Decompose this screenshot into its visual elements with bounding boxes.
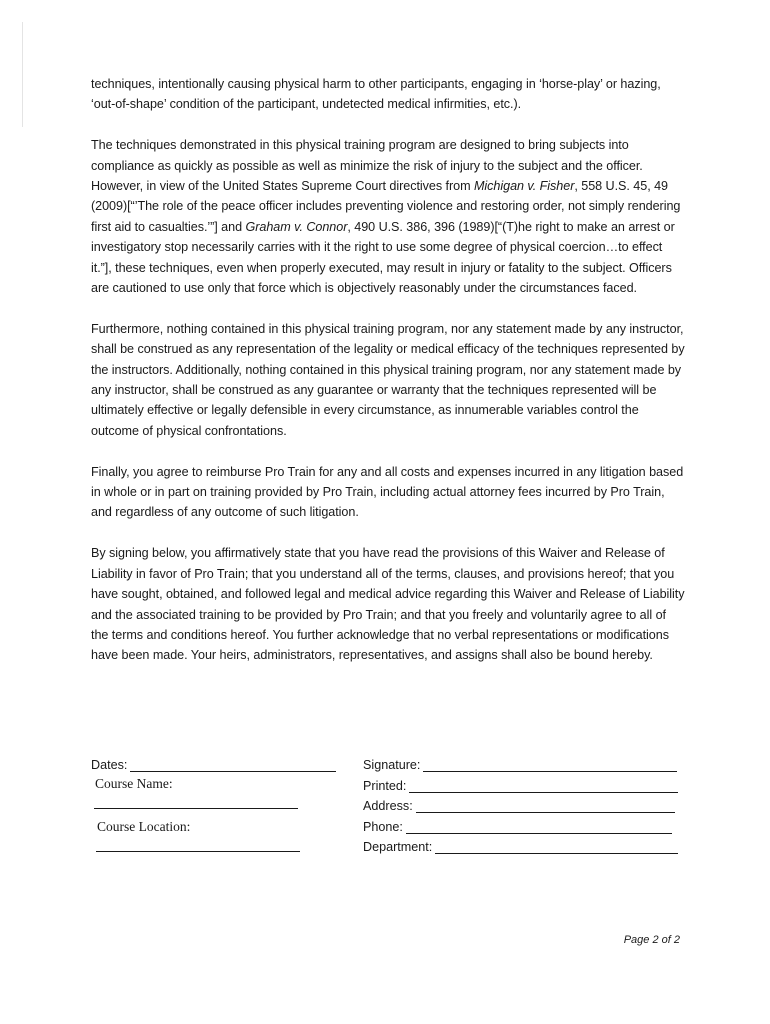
phone-label: Phone:	[363, 819, 403, 834]
document-body	[91, 74, 686, 686]
signature-row	[363, 752, 677, 772]
case-citation-michigan: Michigan v. Fisher	[473, 179, 575, 194]
paragraph-reimburse: Finally, you agree to reimburse Pro Train for any and all costs and expenses incurred in any litigation based in whole or in part on training provided by Pro Train, including actual attorney fees incurred by Pro Train, and regardless of any outcome of such litigation.	[91, 464, 684, 520]
margin-rule	[22, 22, 23, 127]
course-info-column	[91, 752, 341, 852]
printed-field[interactable]	[409, 778, 678, 793]
department-row	[363, 834, 678, 854]
paragraph-force-text-a: The techniques demonstrated in this physical training program are designed to bring subjects into compliance as quickly as possible as well as minimize the risk of injury to the subject and the officer. However, in view of the United States Supreme Court directives from	[91, 138, 643, 194]
course-location-field[interactable]	[96, 850, 300, 852]
dates-row	[91, 752, 336, 772]
paragraph-force-disclaimer	[91, 135, 686, 298]
signature-label: Signature:	[363, 758, 421, 773]
phone-row	[363, 813, 672, 833]
department-field[interactable]	[435, 839, 678, 854]
dates-label: Dates:	[91, 758, 128, 773]
address-label: Address:	[363, 799, 413, 814]
paragraph-no-warranty: Furthermore, nothing contained in this physical training program, nor any statement made by any instructor, shall be construed as any representation of the legality or medical efficacy of the techniques represented by the instructors. Additionally, nothing contained in this physical training program, nor any statement made by any instructor, shall be construed as any guarantee or warranty that the techniques represented will be ultimately effective or legally defensible in every circumstance, as innumerable variables control the outcome of physical confrontations.	[91, 321, 685, 438]
address-row	[363, 793, 675, 813]
phone-field[interactable]	[406, 819, 672, 834]
address-field[interactable]	[416, 798, 675, 813]
course-name-label: Course Name:	[95, 776, 173, 792]
signature-block	[91, 752, 686, 862]
course-name-field[interactable]	[94, 807, 298, 809]
signature-field[interactable]	[423, 757, 677, 772]
page-number: Page 2 of 2	[623, 934, 680, 946]
dates-field[interactable]	[130, 757, 336, 772]
paragraph-force-text-b: , 558 U.S. 45, 49 (2009)[“’The role of the peace officer includes preventing violence and restoring order, not simply rendering first aid to casualties.’”] and	[91, 179, 681, 234]
signer-info-column	[363, 752, 683, 854]
paragraph-risks: techniques, intentionally causing physical harm to other participants, engaging in ‘horse-play’ or hazing, ‘out-of-shape’ condition of the participant, undetected medical infirmities, etc.).	[91, 77, 661, 112]
printed-label: Printed:	[363, 778, 407, 793]
department-label: Department:	[363, 839, 433, 854]
paragraph-acknowledgement: By signing below, you affirmatively state that you have read the provisions of this Waiver and Release of Liability in favor of Pro Train; that you understand all of the terms, clauses, and provisions hereof; that you have sought, obtained, and followed legal and medical advice regarding this Waiver and Release of Liability and the associated training to be provided by Pro Train; and that you freely and voluntarily agree to all of the terms and conditions hereof. You further acknowledge that no verbal representations or modifications have been made. Your heirs, administrators, representatives, and assigns shall also be bound hereby.	[91, 546, 685, 663]
paragraph-force-text-c: , 490 U.S. 386, 396 (1989)[“(T)he right to make an arrest or investigatory stop necessarily carries with it the right to use some degree of physical coercion…to effect it.”], these techniques, even when properly executed, may result in injury or fatality to the subject. Officers are cautioned to use only that force which is objectively reasonably under the circumstances faced.	[91, 219, 675, 296]
case-citation-graham: Graham v. Connor	[245, 219, 348, 234]
printed-row	[363, 772, 678, 792]
course-location-label: Course Location:	[97, 819, 191, 835]
